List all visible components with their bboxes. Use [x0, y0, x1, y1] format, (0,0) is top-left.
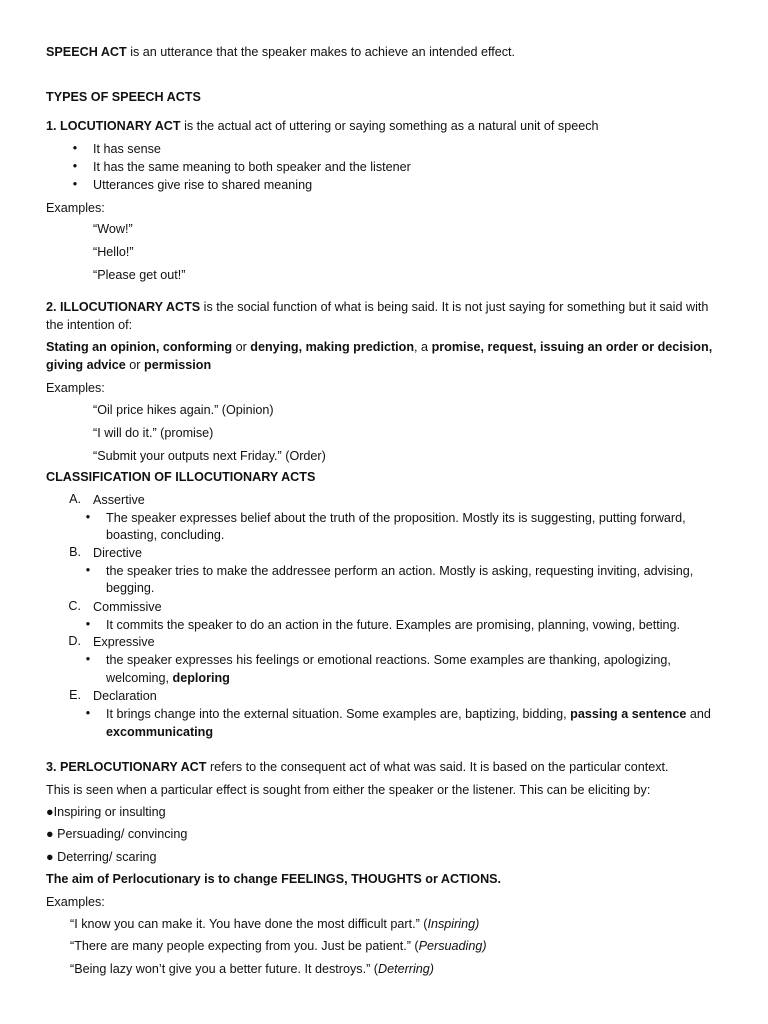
classification-name: Commissive [93, 600, 162, 614]
classification-desc-cont: excommunicating [106, 725, 214, 739]
classification-name: Assertive [93, 493, 145, 507]
examples-label: Examples: [46, 895, 105, 909]
list-letter: E. [69, 688, 81, 702]
example-item: “Oil price hikes again.” (Opinion) [93, 403, 274, 417]
perlocutionary-definition: 3. PERLOCUTIONARY ACT refers to the consequent act of what was said. It is based on the particular context. [46, 760, 669, 774]
illocutionary-term: 2. ILLOCUTIONARY ACTS [46, 300, 201, 314]
intro-term: SPEECH ACT [46, 45, 127, 59]
perlocutionary-aim: The aim of Perlocutionary is to change FEELINGS, THOUGHTS or ACTIONS. [46, 872, 502, 886]
classification-name: Expressive [93, 635, 155, 649]
classification-desc: The speaker expresses belief about the truth of the proposition. Mostly its is suggesting, putting forward, [106, 511, 686, 525]
example-item: “There are many people expecting from you. Just be patient.” (Persuading) [70, 939, 487, 953]
example-item: “Submit your outputs next Friday.” (Order) [93, 449, 326, 463]
list-letter: D. [68, 634, 81, 648]
classification-desc: the speaker expresses his feelings or emotional reactions. Some examples are thanking, apologizing, [106, 653, 671, 667]
bullet-icon: • [85, 706, 91, 720]
illocutionary-functions: Stating an opinion, conforming or denying, making prediction, a promise, request, issuing an order or decision, [46, 340, 713, 354]
list-item: ● Deterring/ scaring [46, 850, 157, 864]
list-letter: C. [68, 599, 81, 613]
classification-desc-cont: welcoming, deploring [106, 671, 230, 685]
list-letter: B. [69, 545, 81, 559]
classification-desc: It commits the speaker to do an action in the future. Examples are promising, planning, vowing, betting. [106, 618, 681, 632]
classification-desc-cont: begging. [106, 581, 155, 595]
bullet-icon: • [85, 617, 91, 631]
example-item: “I will do it.” (promise) [93, 426, 214, 440]
list-item: It has sense [93, 142, 161, 156]
classification-desc-cont: boasting, concluding. [106, 528, 225, 542]
list-letter: A. [69, 492, 81, 506]
example-item: “Being lazy won’t give you a better future. It destroys.” (Deterring) [70, 962, 434, 976]
illocutionary-definition-cont: the intention of: [46, 318, 133, 332]
classification-desc: It brings change into the external situation. Some examples are, baptizing, bidding, passing a sentence and [106, 707, 711, 721]
perlocutionary-term: 3. PERLOCUTIONARY ACT [46, 760, 207, 774]
list-item: Utterances give rise to shared meaning [93, 178, 313, 192]
locutionary-definition: 1. LOCUTIONARY ACT is the actual act of uttering or saying something as a natural unit of speech [46, 119, 599, 133]
types-heading: TYPES OF SPEECH ACTS [46, 90, 201, 104]
classification-name: Directive [93, 546, 142, 560]
list-item: It has the same meaning to both speaker and the listener [93, 160, 411, 174]
classification-heading: CLASSIFICATION OF ILLOCUTIONARY ACTS [46, 470, 316, 484]
intro-text: is an utterance that the speaker makes to achieve an intended effect. [126, 45, 516, 59]
bullet-icon: • [72, 141, 78, 155]
example-item: “Hello!” [93, 245, 134, 259]
illocutionary-definition: 2. ILLOCUTIONARY ACTS is the social function of what is being said. It is not just saying for something but it said with [46, 300, 709, 314]
example-item: “Please get out!” [93, 268, 186, 282]
examples-label: Examples: [46, 201, 105, 215]
classification-name: Declaration [93, 689, 157, 703]
bullet-icon: • [72, 177, 78, 191]
perlocutionary-line2: This is seen when a particular effect is sought from either the speaker or the listener. This can be eliciting by: [46, 783, 651, 797]
intro-line [46, 44, 515, 60]
list-item: ● Persuading/ convincing [46, 827, 188, 841]
illocutionary-functions-cont: giving advice or permission [46, 358, 212, 372]
examples-label: Examples: [46, 381, 105, 395]
bullet-icon: • [85, 563, 91, 577]
bullet-icon: • [72, 159, 78, 173]
example-item: “I know you can make it. You have done the most difficult part.” (Inspiring) [70, 917, 480, 931]
bullet-icon: • [85, 652, 91, 666]
locutionary-term: 1. LOCUTIONARY ACT [46, 119, 181, 133]
classification-desc: the speaker tries to make the addressee perform an action. Mostly is asking, requesting inviting, advising, [106, 564, 694, 578]
example-item: “Wow!” [93, 222, 133, 236]
list-item: ●Inspiring or insulting [46, 805, 166, 819]
bullet-icon: • [85, 510, 91, 524]
